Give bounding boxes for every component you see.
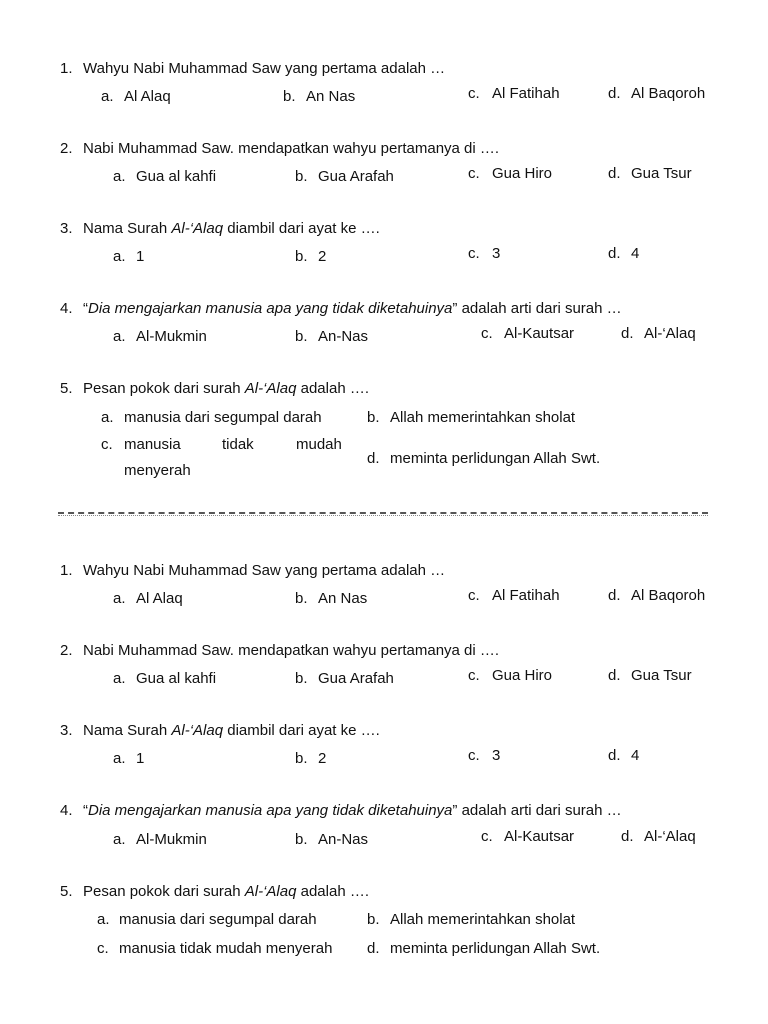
- option-c: Al-Kautsar: [504, 828, 575, 845]
- option-b-letter: b.: [295, 831, 308, 848]
- option-a-letter: a.: [101, 88, 114, 105]
- option-d: Al Baqoroh: [631, 587, 706, 604]
- option-a-letter: a.: [113, 670, 126, 687]
- question-text: Nabi Muhammad Saw. mendapatkan wahyu pertamanya di ….: [83, 140, 500, 157]
- option-d: 4: [631, 245, 640, 262]
- question-text-post: diambil dari ayat ke ….: [223, 220, 380, 237]
- question-number: 4.: [60, 300, 73, 317]
- option-c-letter: c.: [468, 165, 480, 182]
- option-a: Gua al kahfi: [136, 168, 217, 185]
- question-text-post: ” adalah arti dari surah …: [452, 300, 622, 317]
- option-c: Al Fatihah: [492, 587, 560, 604]
- question-text: Nabi Muhammad Saw. mendapatkan wahyu pertamanya di ….: [83, 642, 500, 659]
- question-text-pre: Pesan pokok dari surah: [83, 883, 245, 900]
- question-text-pre: “: [83, 300, 88, 317]
- option-b-letter: b.: [283, 88, 296, 105]
- option-c: Al Fatihah: [492, 85, 560, 102]
- option-b: 2: [318, 750, 327, 767]
- question-text: [83, 380, 369, 398]
- option-d: meminta perlidungan Allah Swt.: [390, 940, 601, 957]
- option-c-letter: c.: [468, 667, 480, 684]
- option-b: Gua Arafah: [318, 670, 394, 687]
- option-a: manusia dari segumpal darah: [124, 409, 322, 426]
- option-a-letter: a.: [101, 409, 114, 426]
- option-c: 3: [492, 747, 501, 764]
- question-text-italic: Al-‘Alaq: [244, 883, 297, 900]
- question-text: Wahyu Nabi Muhammad Saw yang pertama adalah …: [83, 562, 446, 579]
- question-text: [83, 883, 369, 901]
- option-d-letter: d.: [608, 245, 621, 262]
- option-c: Gua Hiro: [492, 165, 553, 182]
- question-text-italic: Al-‘Alaq: [171, 220, 224, 237]
- option-b-letter: b.: [295, 670, 308, 687]
- question-text-pre: Pesan pokok dari surah: [83, 380, 245, 397]
- question-number: 3.: [60, 220, 73, 237]
- option-b: Allah memerintahkan sholat: [390, 911, 576, 928]
- option-b: 2: [318, 248, 327, 265]
- option-d: Al-‘Alaq: [644, 828, 696, 845]
- question-number: 5.: [60, 380, 73, 397]
- option-c-word: mudah: [296, 436, 342, 453]
- option-c-letter: c.: [481, 325, 493, 342]
- option-a-letter: a.: [113, 328, 126, 345]
- option-d: Gua Tsur: [631, 667, 692, 684]
- option-b-letter: b.: [295, 248, 308, 265]
- option-b-letter: b.: [295, 750, 308, 767]
- option-a: Al Alaq: [136, 590, 183, 607]
- option-d: Al Baqoroh: [631, 85, 706, 102]
- option-b: An Nas: [318, 590, 368, 607]
- question-text-pre: Nama Surah: [83, 722, 172, 739]
- option-d-letter: d.: [608, 747, 621, 764]
- option-b: Allah memerintahkan sholat: [390, 409, 576, 426]
- option-b-letter: b.: [295, 168, 308, 185]
- question-text: [83, 722, 380, 740]
- option-c-letter: c.: [101, 436, 113, 453]
- cut-line-divider-inner: [58, 515, 708, 516]
- option-c-word: manusia: [124, 436, 181, 453]
- option-b: Gua Arafah: [318, 168, 394, 185]
- option-b-letter: b.: [295, 328, 308, 345]
- question-number: 1.: [60, 562, 73, 579]
- option-c-letter: c.: [468, 587, 480, 604]
- option-a: manusia dari segumpal darah: [119, 911, 317, 928]
- option-d: 4: [631, 747, 640, 764]
- question-number: 4.: [60, 802, 73, 819]
- question-text-post: adalah ….: [296, 883, 369, 900]
- cut-line-divider: [58, 512, 708, 514]
- question-number: 2.: [60, 642, 73, 659]
- question-text: [83, 220, 380, 238]
- option-c: manusia tidak mudah menyerah: [119, 940, 333, 957]
- option-d-letter: d.: [367, 940, 380, 957]
- option-d: Gua Tsur: [631, 165, 692, 182]
- option-a-letter: a.: [97, 911, 110, 928]
- question-text-post: diambil dari ayat ke ….: [223, 722, 380, 739]
- question-text-italic: Al-‘Alaq: [244, 380, 297, 397]
- option-d-letter: d.: [608, 165, 621, 182]
- option-a-letter: a.: [113, 831, 126, 848]
- question-text-post: ” adalah arti dari surah …: [452, 802, 622, 819]
- question-text: [83, 802, 622, 820]
- question-number: 1.: [60, 60, 73, 77]
- option-d: Al-‘Alaq: [644, 325, 696, 342]
- option-a-letter: a.: [113, 590, 126, 607]
- option-b-letter: b.: [367, 911, 380, 928]
- option-a: 1: [136, 750, 145, 767]
- option-c-word: menyerah: [124, 462, 191, 479]
- option-d-letter: d.: [608, 667, 621, 684]
- option-c-letter: c.: [468, 85, 480, 102]
- option-a-letter: a.: [113, 168, 126, 185]
- option-b-letter: b.: [295, 590, 308, 607]
- question-text-pre: “: [83, 802, 88, 819]
- option-a: Al-Mukmin: [136, 328, 207, 345]
- question-text-italic: Dia mengajarkan manusia apa yang tidak diketahuinya: [88, 802, 453, 819]
- option-a-letter: a.: [113, 750, 126, 767]
- option-c: Al-Kautsar: [504, 325, 575, 342]
- question-number: 3.: [60, 722, 73, 739]
- option-a: Al Alaq: [124, 88, 171, 105]
- option-b: An Nas: [306, 88, 356, 105]
- option-a: Gua al kahfi: [136, 670, 217, 687]
- option-a: Al-Mukmin: [136, 831, 207, 848]
- option-c: 3: [492, 245, 501, 262]
- question-text: [83, 300, 622, 318]
- option-a: 1: [136, 248, 145, 265]
- question-text-post: adalah ….: [296, 380, 369, 397]
- option-c-word: tidak: [222, 436, 254, 453]
- option-d-letter: d.: [621, 325, 634, 342]
- option-c-letter: c.: [481, 828, 493, 845]
- option-d-letter: d.: [367, 450, 380, 467]
- option-c: Gua Hiro: [492, 667, 553, 684]
- option-b: An-Nas: [318, 831, 369, 848]
- option-b-letter: b.: [367, 409, 380, 426]
- option-d-letter: d.: [608, 587, 621, 604]
- option-a-letter: a.: [113, 248, 126, 265]
- option-d: meminta perlidungan Allah Swt.: [390, 450, 601, 467]
- question-text-pre: Nama Surah: [83, 220, 172, 237]
- question-text: Wahyu Nabi Muhammad Saw yang pertama adalah …: [83, 60, 446, 77]
- question-text-italic: Al-‘Alaq: [171, 722, 224, 739]
- option-c-letter: c.: [468, 747, 480, 764]
- option-d-letter: d.: [608, 85, 621, 102]
- option-c-letter: c.: [468, 245, 480, 262]
- question-number: 2.: [60, 140, 73, 157]
- option-d-letter: d.: [621, 828, 634, 845]
- option-c-letter: c.: [97, 940, 109, 957]
- question-text-italic: Dia mengajarkan manusia apa yang tidak diketahuinya: [88, 300, 453, 317]
- option-b: An-Nas: [318, 328, 369, 345]
- question-number: 5.: [60, 883, 73, 900]
